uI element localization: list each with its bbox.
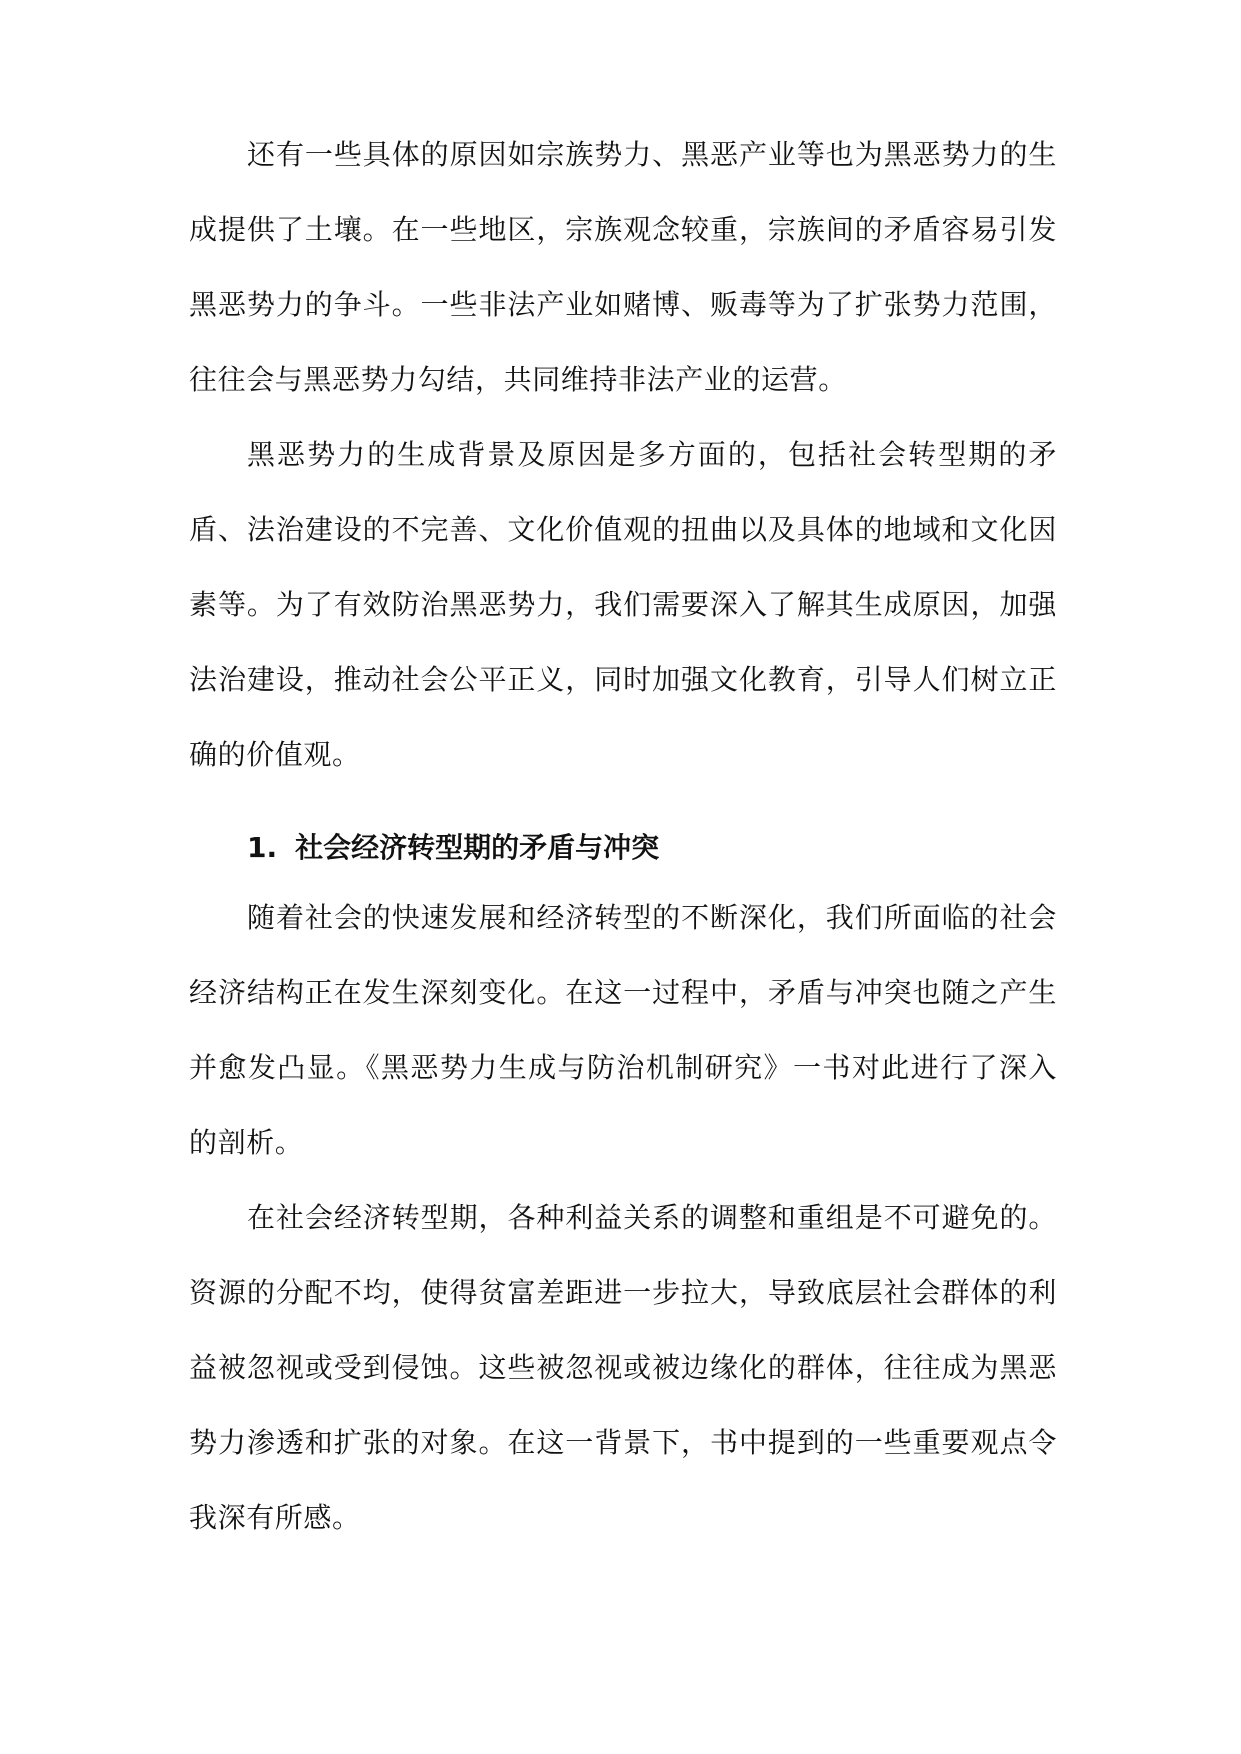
section-title: 社会经济转型期的矛盾与冲突 (295, 831, 660, 864)
paragraph-causes-summary: 黑恶势力的生成背景及原因是多方面的，包括社会转型期的矛盾、法治建设的不完善、文化价值观的扭曲以及具体的地域和文化因素等。为了有效防治黑恶势力，我们需要深入了解其生成原因，加强法治建设，推动社会公平正义，同时加强文化教育，引导人们树立正确的价值观。 (189, 438, 1057, 771)
section-heading (247, 828, 659, 868)
section-number: 1. (247, 831, 278, 864)
paragraph-economic-transition: 随着社会的快速发展和经济转型的不断深化，我们所面临的社会经济结构正在发生深刻变化。在这一过程中，矛盾与冲突也随之产生并愈发凸显。《黑恶势力生成与防治机制研究》一书对此进行了深入的剖析。 (189, 901, 1057, 1159)
paragraph-clan-factors: 还有一些具体的原因如宗族势力、黑恶产业等也为黑恶势力的生成提供了土壤。在一些地区，宗族观念较重，宗族间的矛盾容易引发黑恶势力的争斗。一些非法产业如赌博、贩毒等为了扩张势力范围，往往会与黑恶势力勾结，共同维持非法产业的运营。 (189, 138, 1057, 396)
body-text-lower (189, 880, 1057, 1555)
body-text-upper (189, 117, 1057, 792)
paragraph-interest-adjustment: 在社会经济转型期，各种利益关系的调整和重组是不可避免的。资源的分配不均，使得贫富差距进一步拉大，导致底层社会群体的利益被忽视或受到侵蚀。这些被忽视或被边缘化的群体，往往成为黑恶势力渗透和扩张的对象。在这一背景下，书中提到的一些重要观点令我深有所感。 (189, 1201, 1057, 1534)
